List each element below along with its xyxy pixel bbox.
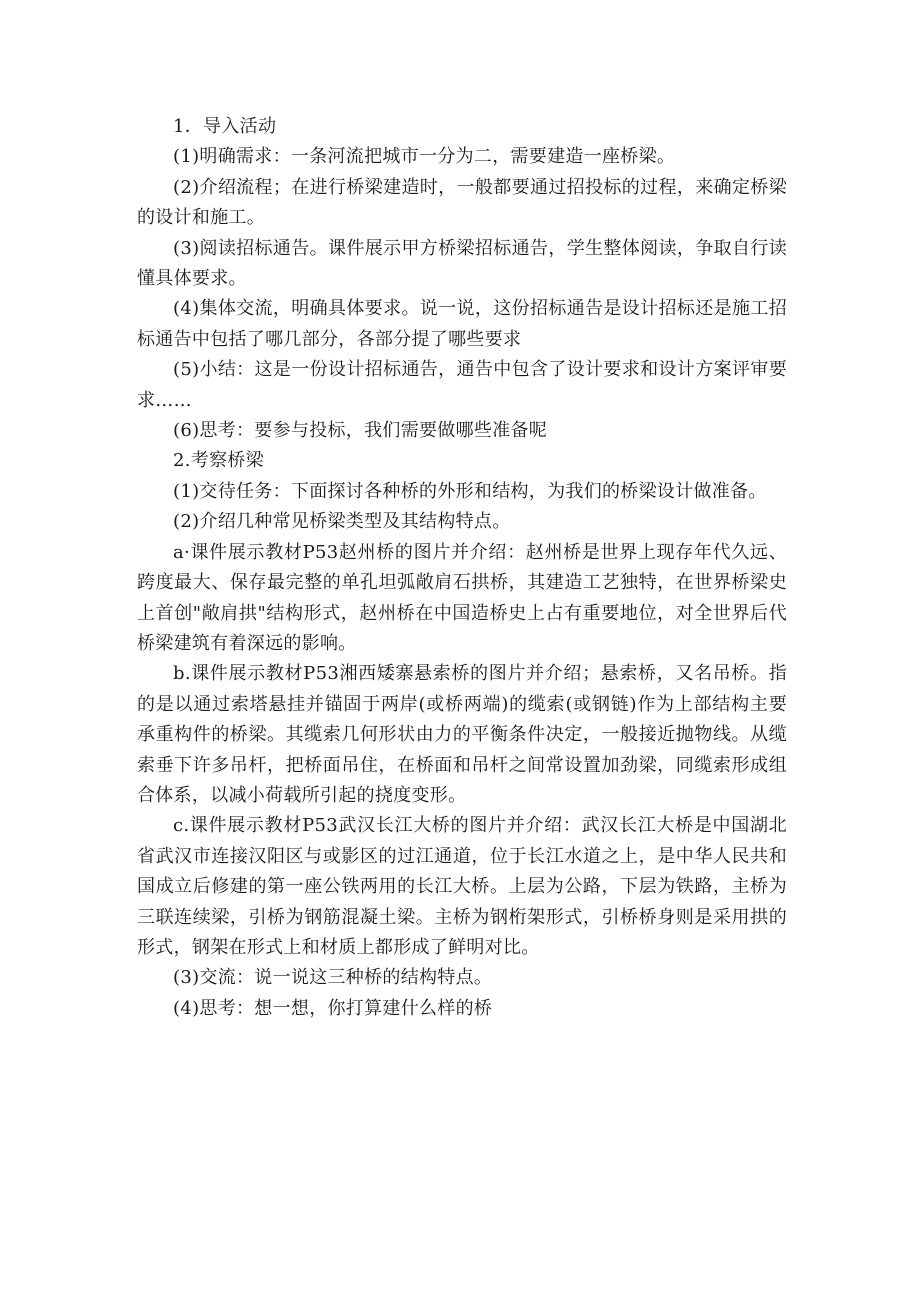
paragraph: (1)交待任务：下面探讨各种桥的外形和结构，为我们的桥梁设计做准备。 (173, 480, 767, 502)
section-heading-bridges: 2.考察桥梁 (173, 450, 264, 472)
paragraph: (4)思考：想一想，你打算建什么样的桥 (173, 997, 493, 1019)
paragraph-suspension-bridge: b.课件展示教材P53湘西矮寨悬索桥的图片并介绍；悬索桥，又名吊桥。指的是以通过索塔悬挂并锚固于两岸(或桥两端)的缆索(或钢链)作为上部结构主要承重构件的桥梁。其缆索几何形状由力的平衡条件决定，一般接近抛物线。从缆索垂下许多吊杆，把桥面吊住，在桥面和吊杆之间常设置加劲梁，同缆索形成组合体系，以减小荷载所引起的挠度变形。 (137, 663, 787, 806)
paragraph: (3)交流：说一说这三种桥的结构特点。 (173, 967, 493, 989)
paragraph: (2)介绍几种常见桥梁类型及其结构特点。 (173, 511, 511, 533)
paragraph-wuhan-bridge: c.课件展示教材P53武汉长江大桥的图片并介绍：武汉长江大桥是中国湖北省武汉市连接汉阳区与或影区的过江通道，位于长江水道之上，是中华人民共和国成立后修建的第一座公铁两用的长江大桥。上层为公路，下层为铁路，主桥为三联连续梁，引桥为钢筋混凝土梁。主桥为钢桁架形式，引桥桥身则是采用拱的形式，钢架在形式上和材质上都形成了鲜明对比。 (137, 815, 787, 958)
paragraph: (4)集体交流，明确具体要求。说一说，这份招标通告是设计招标还是施工招标通告中包括了哪几部分，各部分提了哪些要求 (137, 298, 787, 350)
paragraph-zhaozhou-bridge: a·课件展示教材P53赵州桥的图片并介绍：赵州桥是世界上现存年代久远、跨度最大、保存最完整的单孔坦弧敞肩石拱桥，其建造工艺独特，在世界桥梁史上首创"敞肩拱"结构形式，赵州桥在中国造桥史上占有重要地位，对全世界后代桥梁建筑有着深远的影响。 (137, 541, 787, 654)
document-body (137, 112, 787, 1024)
paragraph: (3)阅读招标通告。课件展示甲方桥梁招标通告，学生整体阅读，争取自行读懂具体要求。 (137, 237, 787, 290)
paragraph: (1)明确需求：一条河流把城市一分为二，需要建造一座桥梁。 (173, 146, 676, 168)
paragraph: (2)介绍流程；在进行桥梁建造时，一般都要通过招投标的过程，来确定桥梁的设计和施工。 (137, 176, 787, 229)
paragraph: (5)小结：这是一份设计招标通告，通告中包含了设计要求和设计方案评审要求…… (137, 359, 787, 411)
paragraph: (6)思考：要参与投标，我们需要做哪些准备呢 (173, 420, 548, 442)
section-heading-intro: 1．导入活动 (173, 116, 277, 137)
